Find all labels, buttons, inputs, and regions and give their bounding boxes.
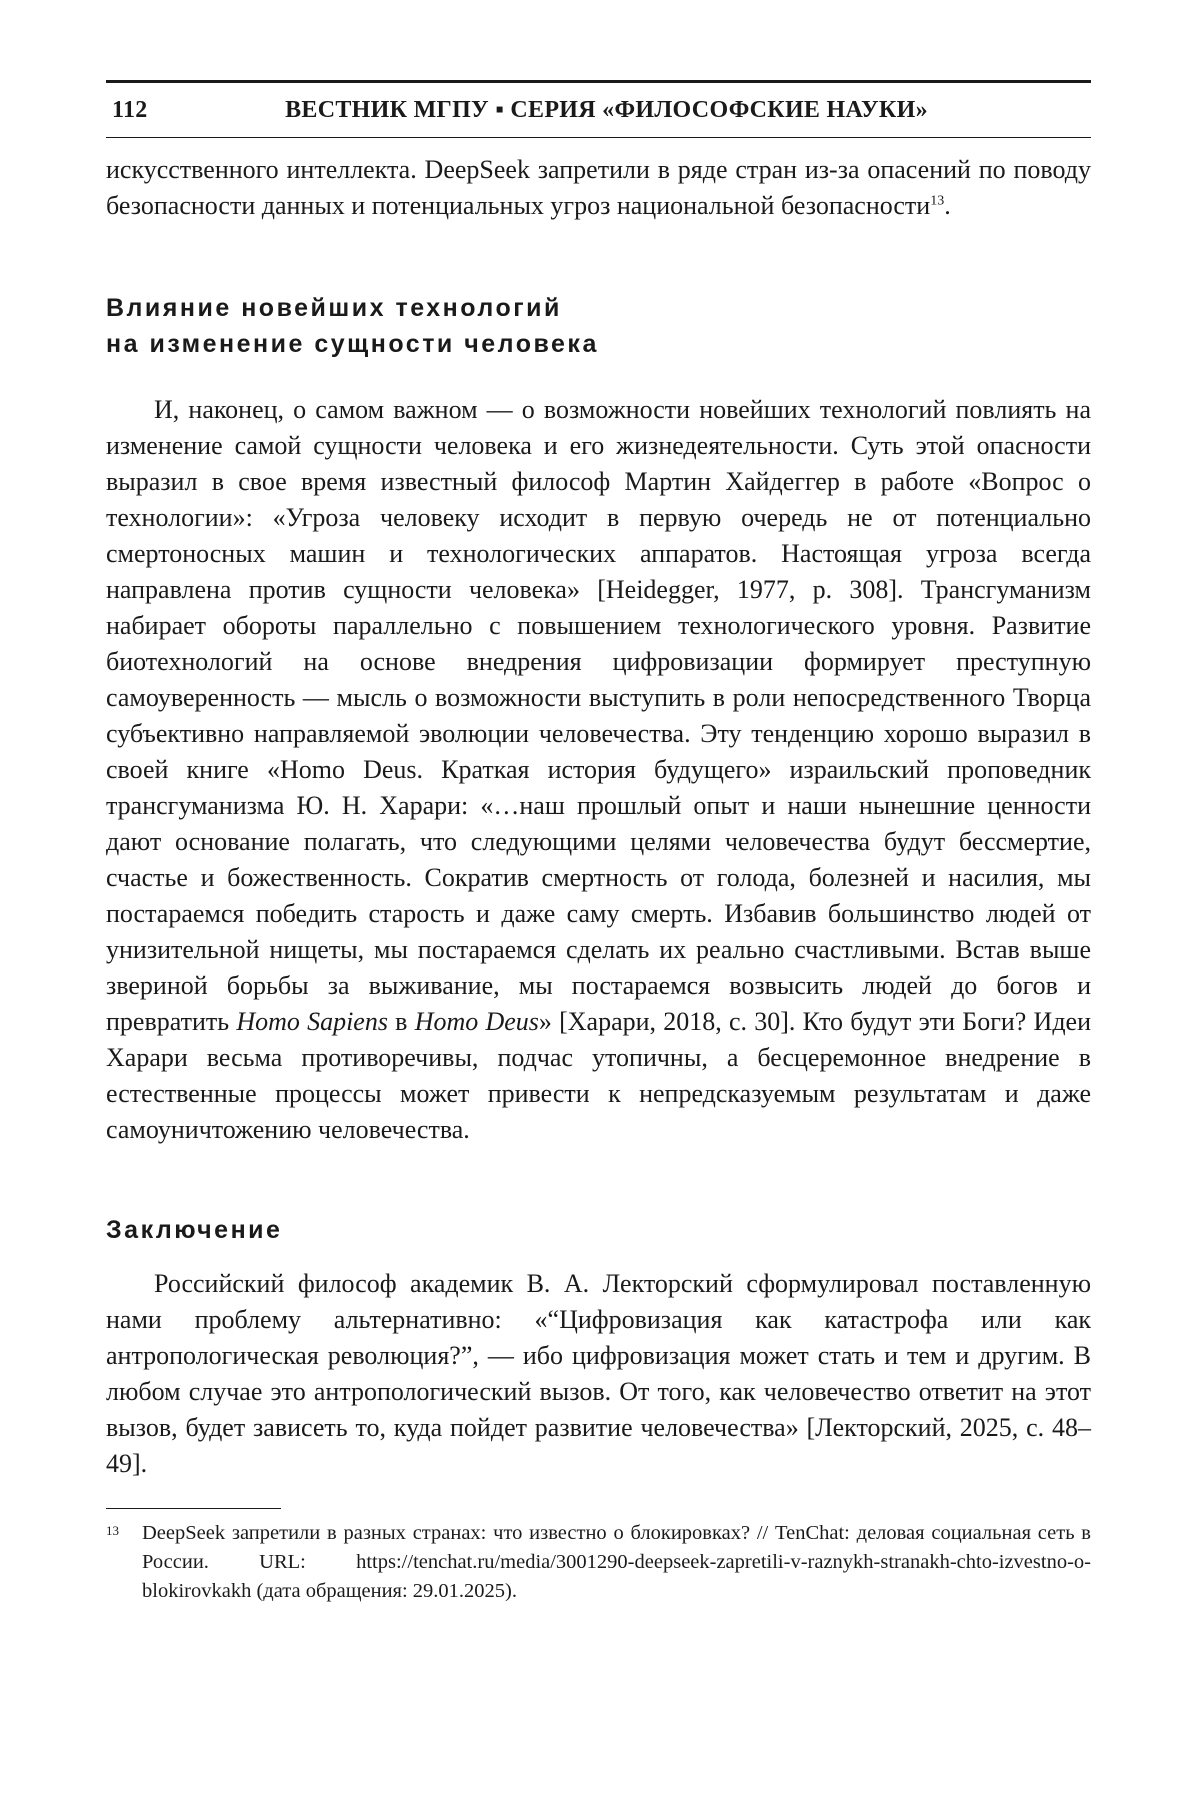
journal-page <box>106 80 1091 1606</box>
section-heading-influence <box>106 290 1091 362</box>
running-header <box>106 83 1091 137</box>
footnote-ref-13[interactable]: 13 <box>930 193 945 209</box>
heading-line-2: на изменение сущности человека <box>106 330 599 358</box>
intro-paragraph <box>106 152 1091 224</box>
intro-tail: . <box>944 191 951 220</box>
footnote-number: 13 <box>106 1523 119 1538</box>
footnote-divider <box>106 1508 281 1509</box>
influence-text-part1: И, наконец, о самом важном — о возможности новейших технологий повлиять на изменение самой сущности человека и его жизнедеятельности. Суть этой опасности выразил в свое время известный философ Мартин Хайдеггер в работе «Вопрос о технологии»: «Угроза человеку исходит в первую очередь не от потенциально смертоносных машин и технологических аппаратов. Настоящая угроза всегда направлена против сущности человека» [Heidegger, 1977, p. 308]. Трансгуманизм набирает обороты параллельно с повышением технологического уровня. Развитие биотехнологий на основе внедрения цифровизации формирует преступную самоуверенность — мысль о возможности выступить в роли непосредственного Творца субъективно направляемой эволюции человечества. Эту тенденцию хорошо выразил в своей книге «Homo Deus. Краткая история будущего» израильский проповедник трансгуманизма Ю. Н. Харари: «…наш прошлый опыт и наши нынешние ценности дают основание полагать, что следующими целями человечества будут бессмертие, счастье и божественность. Сократив смертность от голода, болезней и насилия, мы постараемся победить старость и даже саму смерть. Избавив большинство людей от унизительной нищеты, мы постараемся сделать их реально счастливыми. Встав выше звериной борьбы за выживание, мы постараемся возвысить людей до богов и превратить <box>106 395 1091 1036</box>
journal-title: ВЕСТНИК МГПУ ▪ СЕРИЯ «ФИЛОСОФСКИЕ НАУКИ» <box>285 96 928 123</box>
influence-text-part2: » [Харари, 2018, с. 30]. Кто будут эти Боги? Идеи Харари весьма противоречивы, подчас утопичны, а бесцеремонное внедрение в естественные процессы может привести к непредсказуемым результатам и даже самоуничтожению человечества. <box>106 1007 1091 1144</box>
italic-homo-sapiens: Homo Sapiens <box>236 1007 388 1036</box>
footnote-text: DeepSeek запретили в разных странах: что известно о блокировках? // TenChat: деловая социальная сеть в России. URL: https://tenchat.ru/media/3001290-deepseek-zapretili-v-raznykh-stranakh-chto-izvestno-o-blokirovkakh (дата обращения: 29.01.2025). <box>142 1522 1091 1602</box>
section-heading-conclusion: Заключение <box>106 1216 283 1244</box>
header-rule-bottom <box>106 137 1091 138</box>
connector-text: в <box>387 1007 415 1036</box>
intro-text: искусственного интеллекта. DeepSeek запретили в ряде стран из-за опасений по поводу безопасности данных и потенциальных угроз национальной безопасности <box>106 155 1091 220</box>
conclusion-paragraph: Российский философ академик В. А. Лекторский сформулировал поставленную нами проблему альтернативно: «“Цифровизация как катастрофа или как антропологическая революция?”, — ибо цифровизация может стать и тем и другим. В любом случае это антропологический вызов. От того, как человечество ответит на этот вызов, будет зависеть то, куда пойдет развитие человечества» [Лекторский, 2025, с. 48–49]. <box>106 1269 1091 1478</box>
italic-homo-deus: Homo Deus <box>414 1007 539 1036</box>
influence-paragraph <box>106 392 1091 1148</box>
footnote-13 <box>106 1519 1091 1606</box>
page-number: 112 <box>112 96 148 123</box>
heading-line-1: Влияние новейших технологий <box>106 294 562 322</box>
